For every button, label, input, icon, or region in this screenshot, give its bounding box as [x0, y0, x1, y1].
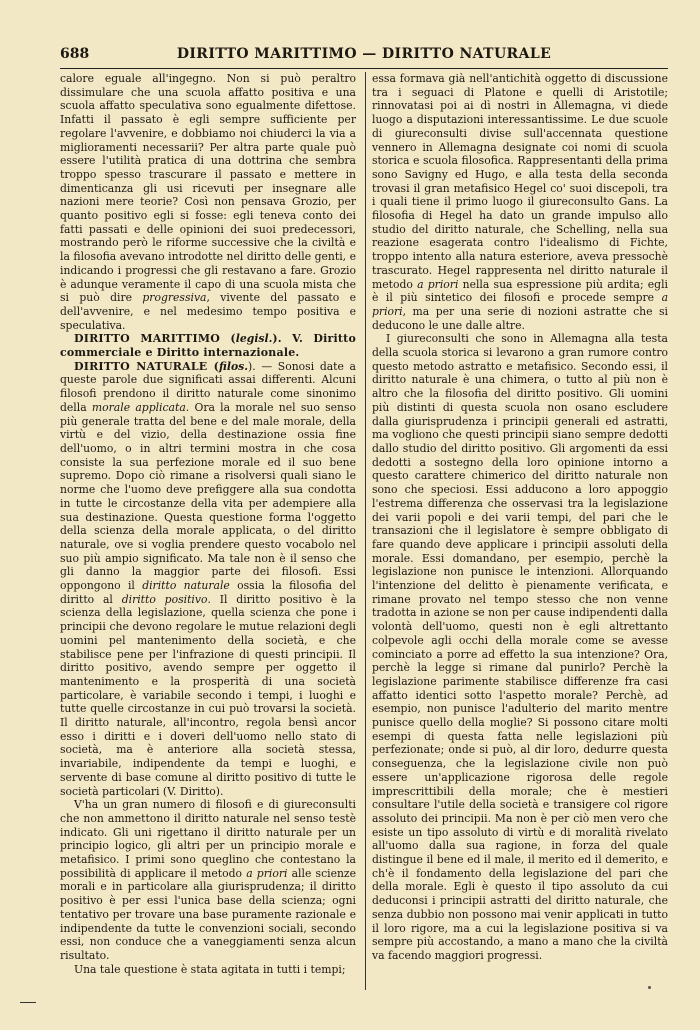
- paragraph: V'ha un gran numero di filosofi e di giureconsulti che non ammettono il diritto naturale nel senso testè indicato. Gli uni rigettano il diritto naturale per un principio logico, gli altri per un principio morale e metafisico. I primi sono queglino che contestano la possibilità di applicare il metodo a priori alle scienze morali e in particolare alla giurisprudenza; il diritto positivo è per essi l'unica base della scienza; ogni tentativo per trovare una base puramente razionale e indipendente da tutte le convenzioni sociali, secondo essi, non conduce che a vaneggiamenti senza alcun risultato.: [60, 798, 356, 962]
- page-title: DIRITTO MARITTIMO — DIRITTO NATURALE: [176, 46, 552, 62]
- paragraph: I giureconsulti che sono in Allemagna alla testa della scuola storica si levarono a gran rumore contro questo metodo astratto e metafisico. Secondo essi, il diritto naturale è una chimera, o tutto al più non è altro che la filosofia del diritto positivo. Gli uomini più distinti di questa scuola non osano escludere dalla giurisprudenza i principii generali ed astratti, ma vogliono che questi principii siano sempre dedotti dallo studio del diritto positivo. Gli argomenti da essi dedotti a sostegno della loro opinione intorno a questo carattere chimerico del diritto naturale non sono che speciosi. Essi adducono a loro appoggio l'estrema differenza che osservasi tra la legislazione dei varii popoli e dei varii tempi, del pari che le transazioni che il legislatore è sempre obbligato di fare quando deve applicare i principii assoluti della morale. Essi domandano, per esempio, perchè la legislazione non punisce le intenzioni. Allorquando l'intenzione del delitto è pienamente verificata, e rimane provato nel tempo stesso che non venne tradotta in azione se non per cause indipendenti dalla volontà dell'uomo, questi non è egli altrettanto colpevole agli occhi della morale come se avesse cominciato a porre ad effetto la sua intenzione? Ora, perchè la legge si rimane dal punirlo? Perchè la legislazione parimente stabilisce differenze fra casi affatto identici sotto l'aspetto morale? Perchè, ad esempio, non punisce l'adulterio del marito mentre punisce quello della moglie? Si possono citare molti esempi di questa fatta nelle legislazioni più perfezionate; onde si può, al dir loro, dedurre questa conseguenza, che la legislazione civile non può essere un'applicazione rigorosa delle regole imprescrittibili della morale; che è mestieri consultare l'utile della società e transigere col rigore assoluto dei principii. Ma non è per ciò men vero che esiste un tipo assoluto di virtù e di moralità rivelato all'uomo dalla sua ragione, in forza del quale distingue il bene ed il male, il merito ed il demerito, e ch'è il fondamento della legislazione del pari che della morale. Egli è questo il tipo assoluto da cui deduconsi i principii astratti del diritto naturale, che senza dubbio non possono mai venir applicati in tutto il loro rigore, ma a cui la legislazione positiva si va sempre più accostando, a mano a mano che la civiltà va facendo maggiori progressi.: [372, 332, 668, 962]
- margin-mark: [20, 1002, 36, 1003]
- running-header: [60, 46, 668, 66]
- column-divider: [365, 72, 366, 990]
- left-column: [60, 72, 356, 976]
- paragraph: calore eguale all'ingegno. Non si può peraltro dissimulare che una scuola affatto positiva e una scuola affatto speculativa sono egualmente difettose. Infatti il passato è egli sempre sufficiente per regolare l'avvenire, e dobbiamo noi chiuderci la via a miglioramenti necessarii? Per altra parte quale può essere l'utilità pratica di una dottrina che sembra troppo spesso trascurare il passato e mettere in dimenticanza gli usi ricevuti per insegnare alle nazioni mere teorie? Così non pensava Grozio, per quanto positivo egli si fosse: egli teneva conto dei fatti passati e delle opinioni dei suoi predecessori, mostrando però le riforme successive che la civiltà e la filosofia avevano introdotte nel diritto delle genti, e indicando i progressi che gli restavano a fare. Grozio è adunque veramente il capo di una scuola mista che si può dire progressiva, vivente del passato e dell'avvenire, e nel medesimo tempo positiva e speculativa.: [60, 72, 356, 332]
- paragraph: essa formava già nell'antichità oggetto di discussione tra i seguaci di Platone e quelli di Aristotile; rinnovatasi poi ai dì nostri in Allemagna, vi diede luogo a disputazioni interessantissime. Le due scuole di giureconsulti divise sull'accennata questione vennero in Allemagna designate coi nomi di scuola storica e scuola filosofica. Rappresentanti della prima sono Savigny ed Hugo, e alla testa della seconda trovasi il gran metafisico Hegel co' suoi discepoli, tra i quali tiene il primo luogo il giureconsulto Gans. La filosofia di Hegel ha dato un grande impulso allo studio del diritto naturale, che Schelling, nella sua reazione esagerata contro l'idealismo di Fichte, troppo intento alla natura esteriore, aveva pressochè trascurato. Hegel rappresenta nel diritto naturale il metodo a priori nella sua espressione più ardita; egli è il più sintetico dei filosofi e procede sempre a priori, ma per una serie di nozioni astratte che si deducono le une dalle altre.: [372, 72, 668, 332]
- ink-speck: [648, 986, 651, 989]
- entry-diritto-naturale: DIRITTO NATURALE (filos.). — Sonosi date a queste parole due significati assai differenti. Alcuni filosofi prendono il diritto naturale come sinonimo della morale applicata. Ora la morale nel suo senso più generale tratta del bene e del male morale, della virtù e del vizio, della destinazione ossia fine dell'uomo, o in altri termini mostra in che cosa consiste la sua perfezione morale ed il suo bene supremo. Dopo ciò rimane a risolversi quali siano le norme che l'uomo deve prefiggere alla sua condotta in tutte le circostanze della vita per adempiere alla sua destinazione. Questa questione forma l'oggetto della scienza della morale applicata, o del diritto naturale, ove si voglia prendere questo vocabolo nel suo più ampio significato. Ma tale non è il senso che gli danno la maggior parte dei filosofi. Essi oppongono il diritto naturale ossia la filosofia del diritto al diritto positivo. Il diritto positivo è la scienza della legislazione, quella scienza che pone i principii che devono regolare le mutue relazioni degli uomini pel mantenimento della società, e che stabilisce pene per l'infrazione di questi principii. Il diritto positivo, avendo sempre per oggetto il mantenimento e la prosperità di una società particolare, è variabile secondo i tempi, i luoghi e tutte quelle circostanze in cui può trovarsi la società. Il diritto naturale, all'incontro, regola bensì ancor esso i diritti e i doveri dell'uomo nello stato di società, ma è anteriore alla società stessa, invariabile, indipendente da tempi e luoghi, e servente di base comune al diritto positivo di tutte le società particolari (V. Diritto).: [60, 359, 357, 798]
- right-column: [372, 72, 668, 963]
- header-rule: [60, 68, 668, 69]
- page-number: 688: [60, 46, 90, 62]
- entry-diritto-marittimo: DIRITTO MARITTIMO (legisl.). V. Diritto commerciale e Diritto internazionale.: [60, 332, 356, 360]
- paragraph: Una tale questione è stata agitata in tutti i tempi;: [74, 962, 346, 976]
